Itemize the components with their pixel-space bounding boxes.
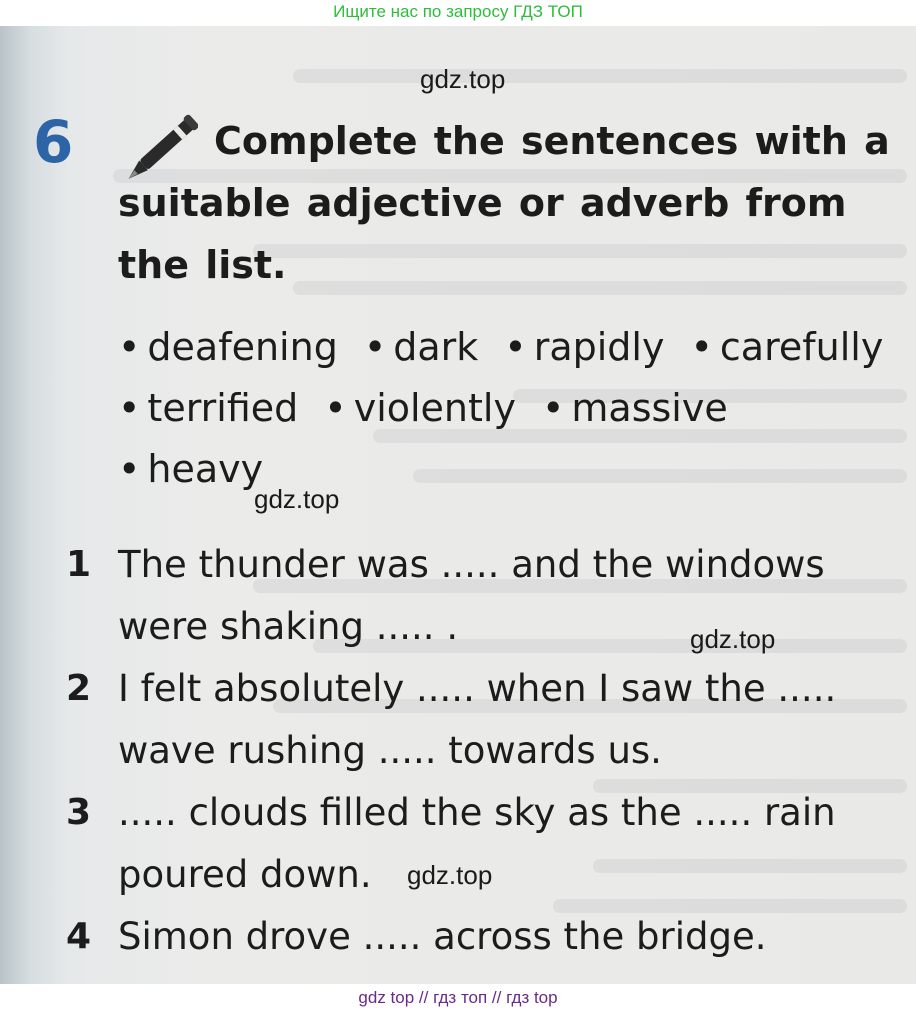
textbook-page [0, 26, 916, 984]
word-option-label: massive [571, 386, 728, 430]
sentence-text: I felt absolutely ..... when I saw the ..... wave rushing ..... towards us. [118, 667, 837, 772]
bullet: • [324, 386, 347, 430]
word-list-row [118, 317, 883, 377]
word-option-label: rapidly [533, 325, 665, 369]
word-option [364, 325, 478, 369]
word-option [504, 325, 664, 369]
word-list-row [118, 439, 263, 499]
watermark: gdz.top [690, 624, 776, 654]
sentence-text: The thunder was ..... and the windows were shaking ..... . [118, 543, 825, 648]
watermark: gdz.top [407, 860, 493, 890]
sentence-number: 1 [66, 544, 92, 585]
word-option [690, 325, 883, 369]
word-list-row [118, 378, 728, 438]
sentence-number: 3 [66, 792, 92, 833]
word-option-label: carefully [719, 325, 884, 369]
sentence-number: 4 [66, 916, 92, 957]
bullet: • [363, 325, 387, 369]
bullet: • [118, 386, 141, 430]
bullet: • [690, 325, 713, 369]
word-option-label: deafening [147, 325, 338, 369]
top-banner[interactable] [0, 0, 916, 26]
bottom-banner-text[interactable]: gdz top // гдз топ // гдз top [358, 988, 558, 1007]
word-option [324, 386, 516, 430]
sentence-number: 2 [66, 668, 92, 709]
word-option-label: heavy [147, 447, 264, 491]
bullet: • [504, 325, 527, 369]
bullet: • [118, 325, 141, 369]
watermark: gdz.top [420, 64, 506, 94]
word-option-label: violently [353, 386, 516, 430]
top-banner-text[interactable]: Ищите нас по запросу ГДЗ ТОП [333, 2, 583, 21]
bullet: • [118, 447, 141, 491]
exercise-instruction: Complete the sentences with a suitable adjective or adverb from the list. [118, 119, 890, 287]
word-option-label: terrified [147, 386, 299, 430]
word-option [118, 325, 338, 369]
bottom-banner[interactable] [0, 984, 916, 1013]
watermark: gdz.top [254, 484, 340, 514]
word-option [542, 386, 728, 430]
word-option [118, 386, 298, 430]
word-option [118, 447, 263, 491]
exercise-number: 6 [33, 108, 72, 176]
bullet: • [541, 386, 565, 430]
sentence-text: ..... clouds filled the sky as the ..... rain poured down. [118, 791, 836, 896]
word-option-label: dark [393, 325, 479, 369]
sentence-text: Simon drove ..... across the bridge. [118, 915, 767, 958]
